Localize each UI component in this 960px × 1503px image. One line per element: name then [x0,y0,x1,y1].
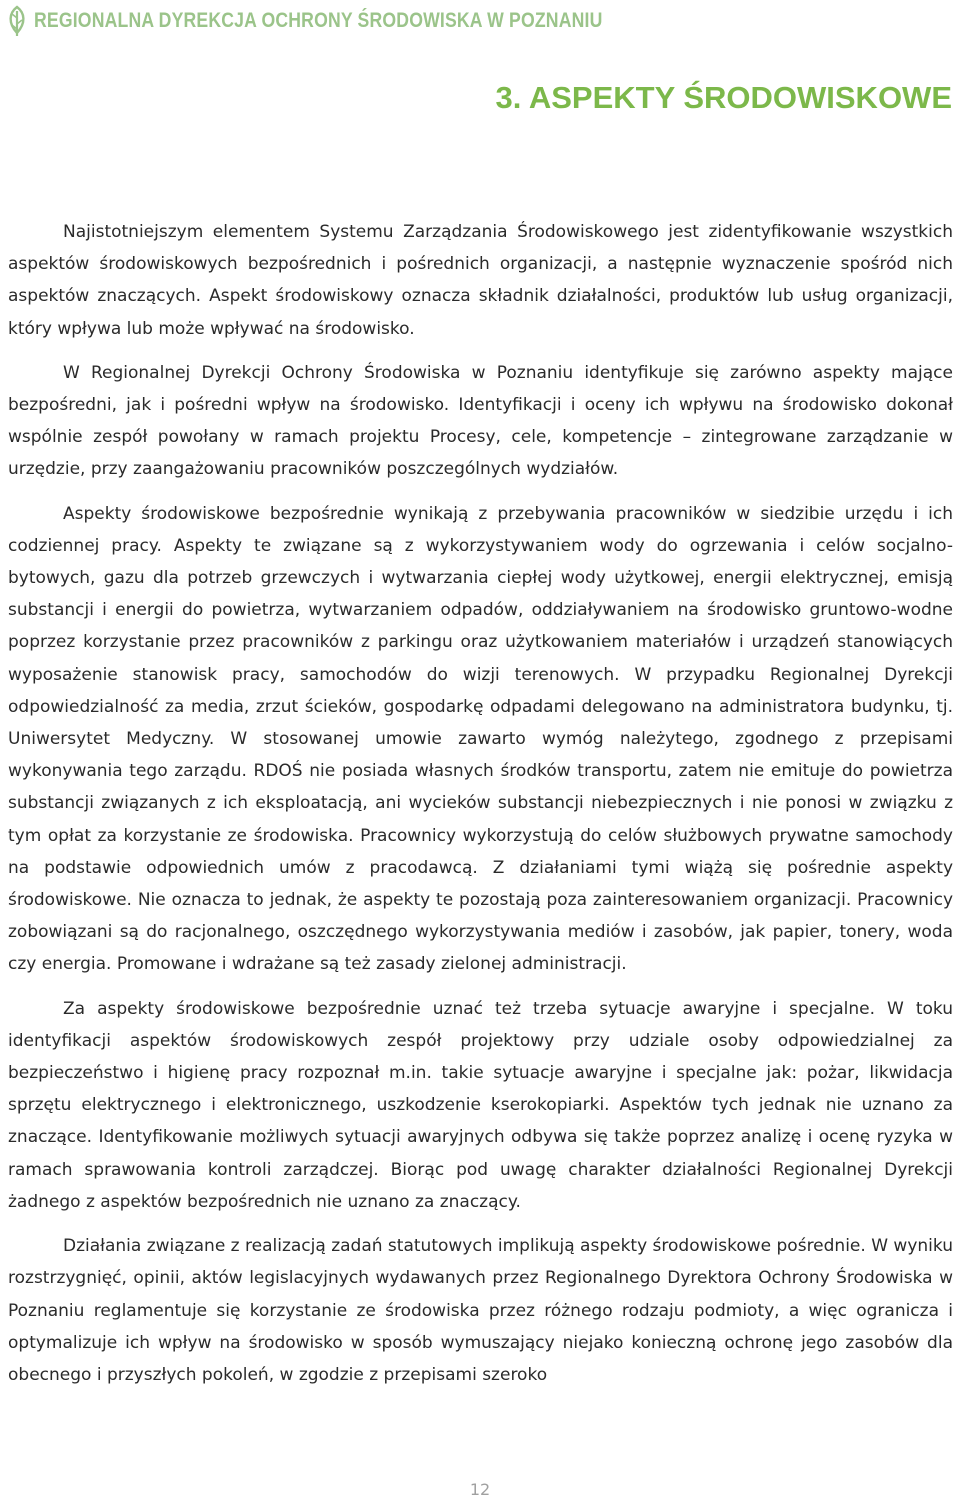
paragraph-3-text: Aspekty środowiskowe bezpośrednie wynikają z przebywania pracowników w siedzibie urzędu i ich codziennej pracy. Aspekty te związane są z wykorzystywaniem wody do ogrzewania i celów socjalno-bytowych, gazu dla potrzeb grzewczych i wytwarzania ciepłej wody użytkowej, energii elektrycznej, emisją substancji i energii do powietrza, wytwarzaniem odpadów, oddziaływaniem na środowisko gruntowo-wodne poprzez korzystanie przez pracowników z parkingu oraz użytkowaniem materiałów i urządzeń stanowiących wyposażenie stanowisk pracy, samochodów do wizji terenowych. W przypadku Regionalnej Dyrekcji odpowiedzialność za media, zrzut ścieków, gospodarkę odpadami delegowano na administratora budynku, tj. Uniwersytet Medyczny. W stosowanej umowie zawarto wymóg należytego, zgodnego z przepisami wykonywania tego zarządu. RDOŚ nie posiada własnych środków transportu, zatem nie emituje do powietrza substancji związanych z ich eksploatacją, ani wycieków substancji niebezpiecznych i nie ponosi w związku z tym opłat za korzystanie ze środowiska. Pracownicy wykorzystują do celów służbowych prywatne samochody na podstawie odpowiednich umów z pracodawcą. Z działaniami tymi wiążą się pośrednie aspekty środowiskowe. Nie oznacza to jednak, że aspekty te pozostają poza zainteresowaniem organizacji. Pracownicy zobowiązani są do racjonalnego, oszczędnego wykorzystywania mediów i zasobów, jak papier, tonery, woda czy energia. Promowane i wdrażane są też zasady zielonej administracji. [8,503,953,975]
paragraph-5-text: Działania związane z realizacją zadań statutowych implikują aspekty środowiskowe pośrednie. W wyniku rozstrzygnięć, opinii, aktów legislacyjnych wydawanych przez Regionalnego Dyrektora Ochrony Środowiska w Poznaniu reglamentuje się korzystanie ze środowiska przez różnego rodzaju podmioty, a więc ogranicza i optymalizuje ich wpływ na środowisko w sposób wymuszający niejako konieczną ochronę jego zasobów dla obecnego i przyszłych pokoleń, w zgodzie z przepisami szeroko [8,1236,953,1385]
page-number: 12 [469,1480,491,1499]
section-title: 3. ASPEKTY ŚRODOWISKOWE [495,80,952,115]
body-text [8,216,953,1391]
paragraph-1 [8,216,953,345]
paragraph-1-text: Najistotniejszym elementem Systemu Zarządzania Środowiskowego jest zidentyfikowanie wszystkich aspektów środowiskowych bezpośrednich i pośrednich organizacji, a następnie wyznaczenie spośród nich aspektów znaczących. Aspekt środowiskowy oznacza składnik działalności, produktów lub usług organizacji, który wpływa lub może wpływać na środowisko. [8,222,953,339]
paragraph-5 [8,1230,953,1391]
paragraph-2-text: W Regionalnej Dyrekcji Ochrony Środowiska w Poznaniu identyfikuje się zarówno aspekty mające bezpośredni, jak i pośredni wpływ na środowisko. Identyfikacji i oceny ich wpływu na środowisko dokonał wspólnie zespół powołany w ramach projektu Procesy, cele, kompetencje – zintegrowane zarządzanie w urzędzie, przy zaangażowaniu pracowników poszczególnych wydziałów. [8,362,953,480]
paragraph-3 [8,498,953,981]
org-name: REGIONALNA DYREKCJA OCHRONY ŚRODOWISKA W POZNANIU [34,9,603,32]
paragraph-2 [8,357,953,486]
document-header [6,4,711,38]
paragraph-4 [8,993,953,1218]
paragraph-4-text: Za aspekty środowiskowe bezpośrednie uznać też trzeba sytuacje awaryjne i specjalne. W toku identyfikacji aspektów środowiskowych zespół projektowy przy udziale osoby odpowiedzialnej za bezpieczeństwo i higienę pracy rozpoznał m.in. takie sytuacje awaryjne i specjalne jak: pożar, likwidacja sprzętu elektrycznego i elektronicznego, uszkodzenie kserokopiarki. Aspektów tych jednak nie uznano za znaczące. Identyfikowanie możliwych sytuacji awaryjnych odbywa się także poprzez analizę i ocenę ryzyka w ramach sprawowania kontroli zarządczej. Biorąc pod uwagę charakter działalności Regionalnej Dyrekcji żadnego z aspektów bezpośrednich nie uznano za znaczący. [8,998,953,1212]
leaf-icon [6,5,28,37]
